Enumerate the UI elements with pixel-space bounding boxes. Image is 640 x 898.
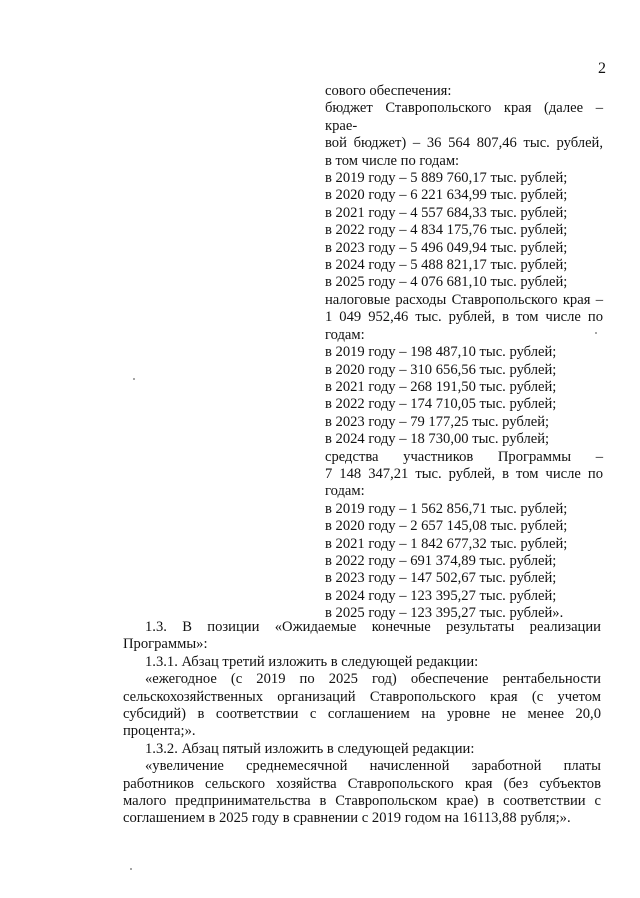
year-line: в 2024 году – 123 395,27 тыс. рублей; <box>325 587 557 604</box>
funding-line: средства участников Программы – <box>325 448 603 465</box>
year-line: в 2020 году – 6 221 634,99 тыс. рублей; <box>325 187 568 204</box>
year-line: в 2021 году – 268 191,50 тыс. рублей; <box>325 378 557 395</box>
year-line: в 2020 году – 2 657 145,08 тыс. рублей; <box>325 518 568 535</box>
year-line: в 2021 году – 4 557 684,33 тыс. рублей; <box>325 204 568 221</box>
year-line: в 2025 году – 4 076 681,10 тыс. рублей; <box>325 274 568 291</box>
year-line: в 2023 году – 5 496 049,94 тыс. рублей; <box>325 239 568 256</box>
page-number: 2 <box>598 60 606 77</box>
funding-line: 1 049 952,46 тыс. рублей, в том числе по <box>325 309 603 326</box>
year-line: в 2020 году – 310 656,56 тыс. рублей; <box>325 361 557 378</box>
funding-line: годам: <box>325 326 365 343</box>
scan-speck <box>133 378 135 380</box>
year-line: в 2025 году – 123 395,27 тыс. рублей». <box>325 605 564 622</box>
quote-profitability: «ежегодное (с 2019 по 2025 год) обеспечение рентабельности сельскохозяйственных организаций Ставропольского края (с учетом субсидий) в соответствии с соглашением на уровне не менее 20,0 процента;». <box>123 671 601 740</box>
funding-line: сового обеспечения: <box>325 83 452 99</box>
funding-column <box>325 83 603 623</box>
year-line: в 2019 году – 198 487,10 тыс. рублей; <box>325 344 557 361</box>
paragraph-1-3-1: 1.3.1. Абзац третий изложить в следующей редакции: <box>145 653 479 670</box>
paragraph-1-3: 1.3. В позиции «Ожидаемые конечные результаты реализации Программы»: <box>123 619 601 653</box>
funding-line: бюджет Ставропольского края (далее – крае- <box>325 100 603 134</box>
year-line: в 2024 году – 5 488 821,17 тыс. рублей; <box>325 257 568 274</box>
funding-line: в том числе по годам: <box>325 152 460 169</box>
amendments-body <box>123 619 601 828</box>
year-line: в 2023 году – 147 502,67 тыс. рублей; <box>325 570 557 587</box>
year-line: в 2019 году – 5 889 760,17 тыс. рублей; <box>325 170 568 187</box>
funding-line: налоговые расходы Ставропольского края – <box>325 291 603 308</box>
year-line: в 2023 году – 79 177,25 тыс. рублей; <box>325 413 550 430</box>
funding-line: годам: <box>325 483 365 500</box>
year-line: в 2019 году – 1 562 856,71 тыс. рублей; <box>325 500 568 517</box>
year-line: в 2024 году – 18 730,00 тыс. рублей; <box>325 431 550 448</box>
funding-line: вой бюджет) – 36 564 807,46 тыс. рублей, <box>325 135 603 152</box>
paragraph-1-3-2: 1.3.2. Абзац пятый изложить в следующей редакции: <box>145 740 475 757</box>
year-line: в 2022 году – 4 834 175,76 тыс. рублей; <box>325 222 568 239</box>
year-line: в 2021 году – 1 842 677,32 тыс. рублей; <box>325 535 568 552</box>
year-line: в 2022 году – 174 710,05 тыс. рублей; <box>325 396 557 413</box>
quote-salary: «увеличение среднемесячной начисленной заработной платы работников сельского хозяйства Ставропольского края (без субъектов малого предпринимательства в Ставропольском крае) в соответствии с соглашением в 2025 году в сравнении с 2019 годом на 16113,88 рубля;». <box>123 758 601 827</box>
scan-speck <box>130 868 132 870</box>
scan-speck <box>595 332 597 334</box>
funding-line: 7 148 347,21 тыс. рублей, в том числе по <box>325 465 603 482</box>
year-line: в 2022 году – 691 374,89 тыс. рублей; <box>325 552 557 569</box>
